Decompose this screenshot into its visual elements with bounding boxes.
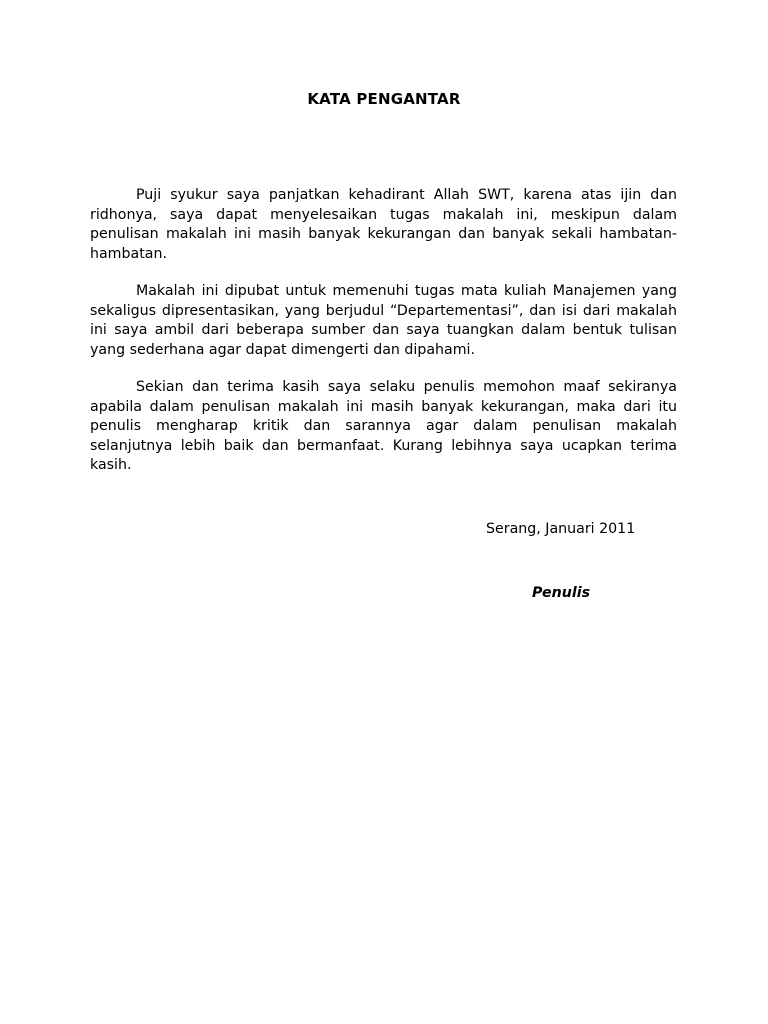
document-title: KATA PENGANTAR (307, 90, 461, 108)
paragraph-3: Sekian dan terima kasih saya selaku penulis memohon maaf sekiranya apabila dalam penulisan makalah ini masih banyak kekurangan, maka dari itu penulis mengharap kritik dan sarannya agar dalam penulisan makalah selanjutnya lebih baik dan bermanfaat. Kurang lebihnya saya ucapkan terima kasih. (90, 379, 677, 473)
paragraph-1: Puji syukur saya panjatkan kehadirant Allah SWT, karena atas ijin dan ridhonya, saya dapat menyelesaikan tugas makalah ini, meskipun dalam penulisan makalah ini masih banyak kekurangan dan banyak sekali hambatan-hambatan. (90, 187, 677, 262)
document-body (90, 186, 677, 494)
signature: Penulis (532, 585, 591, 601)
place-date: Serang, Januari 2011 (486, 521, 636, 537)
paragraph-2: Makalah ini dipubat untuk memenuhi tugas mata kuliah Manajemen yang sekaligus dipresentasikan, yang berjudul “Departementasi”, dan isi dari makalah ini saya ambil dari beberapa sumber dan saya tuangkan dalam bentuk tulisan yang sederhana agar dapat dimengerti dan dipahami. (90, 283, 677, 358)
